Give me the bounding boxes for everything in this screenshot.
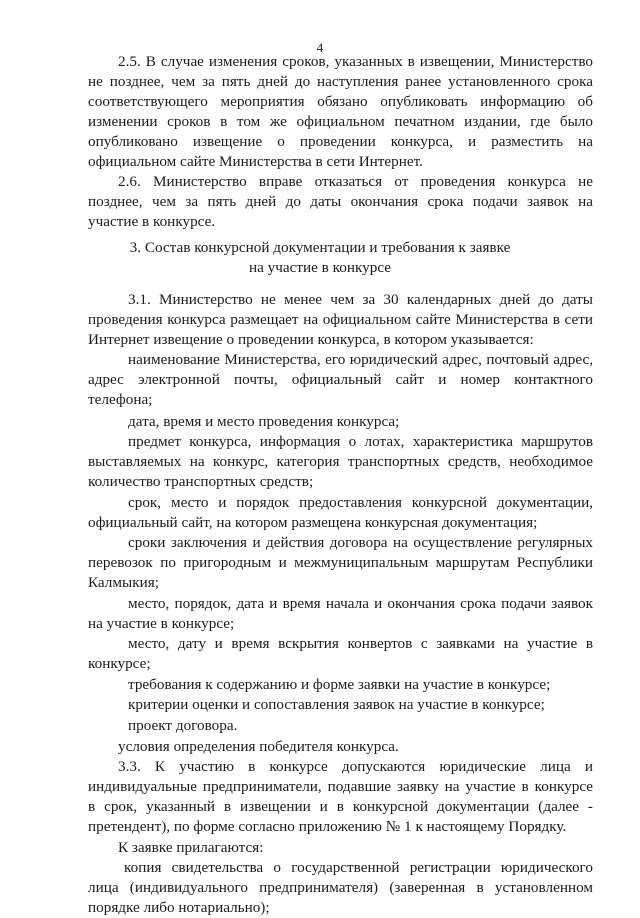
text-line: наименование Министерства, его юридический адрес, почтовый адрес, <box>128 351 593 368</box>
text-line: в срок, указанный в извещении и в конкурсной документации (далее - <box>88 798 593 815</box>
text-line: не позднее, чем за пять дней до наступления ранее установленного срока <box>88 73 593 90</box>
text-line: место, дату и время вскрытия конвертов с заявками на участие в <box>128 635 593 652</box>
text-line: порядке либо нотариально); <box>88 899 270 916</box>
text-line: критерии оценки и сопоставления заявок на участие в конкурсе; <box>128 696 545 713</box>
text-line: место, порядок, дата и время начала и окончания срока подачи заявок <box>128 595 593 612</box>
text-line: перевозок по пригородным и межмуниципальным маршрутам Республики <box>88 554 593 571</box>
text-line: Калмыкия; <box>88 574 159 591</box>
text-line: конкурсе; <box>88 655 151 672</box>
text-line: 3.1. Министерство не менее чем за 30 календарных дней до даты <box>128 291 593 308</box>
text-line: копия свидетельства о государственной регистрации юридического <box>124 859 593 876</box>
text-line: официальном сайте Министерства в сети Интернет. <box>88 153 423 170</box>
text-line: дата, время и место проведения конкурса; <box>128 413 400 430</box>
text-line: проект договора. <box>128 717 238 734</box>
section-heading-line: 3. Состав конкурсной документации и требования к заявке <box>129 239 511 256</box>
text-line: телефона; <box>88 391 153 408</box>
text-line: Интернет извещение о проведении конкурса, в котором указывается: <box>88 331 534 348</box>
text-line: 2.6. Министерство вправе отказаться от проведения конкурса не <box>118 173 593 190</box>
text-line: лица (индивидуального предпринимателя) (заверенная в установленном <box>88 879 593 896</box>
text-line: позднее, чем за пять дней до даты окончания срока подачи заявок на <box>88 193 593 210</box>
text-line: на участие в конкурсе; <box>88 615 235 632</box>
text-line: претендент), по форме согласно приложению № 1 к настоящему Порядку. <box>88 818 567 835</box>
text-line: изменении сроков в том же официальном печатном издании, где было <box>88 113 593 130</box>
text-line: количество транспортных средств; <box>88 473 314 490</box>
text-line: 3.3. К участию в конкурсе допускаются юридические лица и <box>118 758 593 775</box>
text-line: адрес электронной почты, официальный сайт и номер контактного <box>88 371 593 388</box>
text-line: официальный сайт, на котором размещена конкурсная документация; <box>88 514 538 531</box>
text-line: условия определения победителя конкурса. <box>118 738 399 755</box>
text-line: участие в конкурсе. <box>88 213 216 230</box>
text-line: соответствующего мероприятия обязано опубликовать информацию об <box>88 93 593 110</box>
text-line: выставляемых на конкурс, категория транспортных средств, необходимое <box>88 453 593 470</box>
text-line: опубликовано извещение о проведении конкурса, и разместить на <box>88 133 593 150</box>
text-line: срок, место и порядок предоставления конкурсной документации, <box>128 494 593 511</box>
text-line: сроки заключения и действия договора на осуществление регулярных <box>128 534 593 551</box>
page-number: 4 <box>316 40 324 55</box>
text-line: К заявке прилагаются: <box>118 839 264 856</box>
text-line: проведения конкурса размещает на официальном сайте Министерства в сети <box>88 311 593 328</box>
text-line: индивидуальные предприниматели, подавшие заявку на участие в конкурсе <box>88 778 593 795</box>
text-line: 2.5. В случае изменения сроков, указанных в извещении, Министерство <box>118 53 593 70</box>
text-line: требования к содержанию и форме заявки на участие в конкурсе; <box>128 676 551 693</box>
section-heading-line: на участие в конкурсе <box>249 259 391 276</box>
text-line: предмет конкурса, информация о лотах, характеристика маршрутов <box>128 433 593 450</box>
